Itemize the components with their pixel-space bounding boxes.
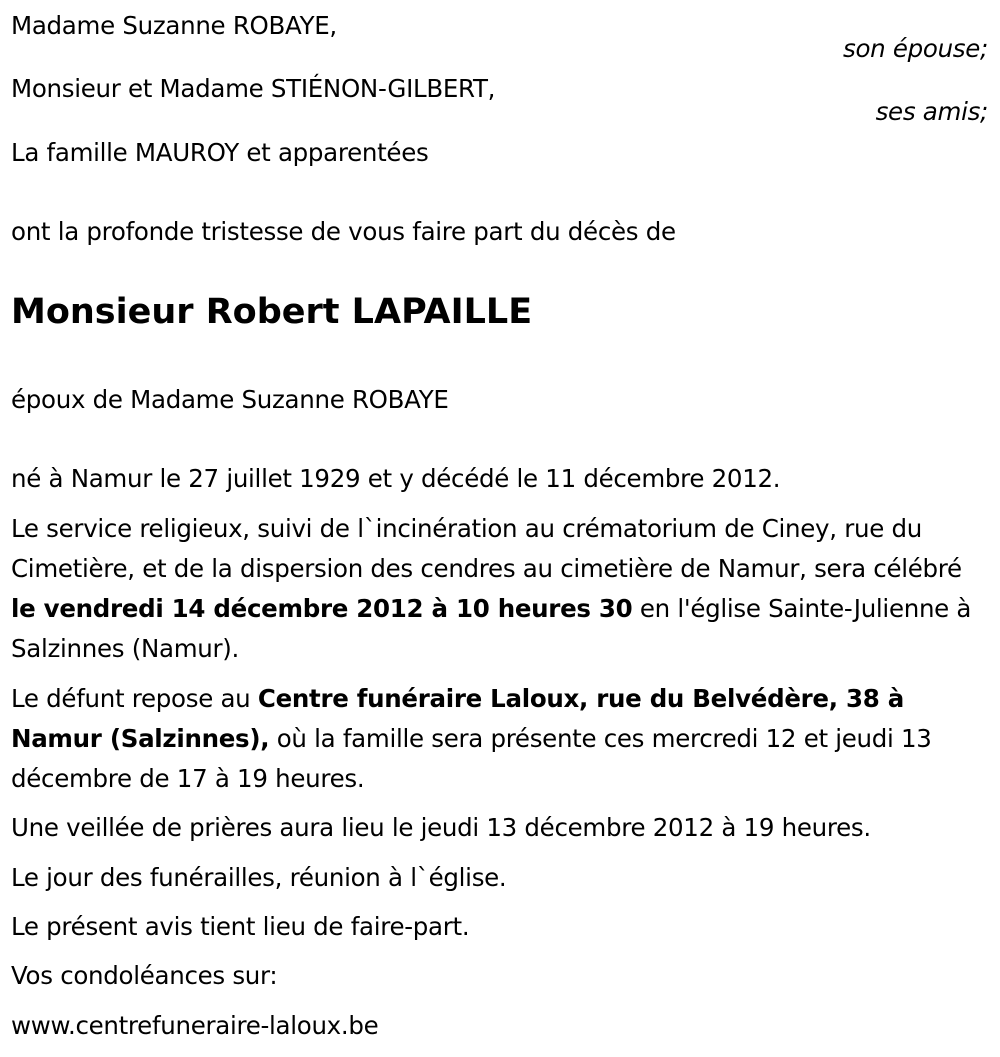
website-link[interactable]: www.centrefuneraire-laloux.be	[11, 1011, 379, 1040]
spouse-line: époux de Madame Suzanne ROBAYE	[11, 385, 449, 414]
service-paragraph	[11, 509, 986, 669]
family-member-spouse: Madame Suzanne ROBAYE,	[11, 11, 337, 40]
family-member-friends: Monsieur et Madame STIÉNON-GILBERT,	[11, 74, 496, 103]
condolences-label: Vos condoléances sur:	[11, 961, 278, 990]
announcement-text: ont la profonde tristesse de vous faire part du décès de	[11, 217, 676, 246]
repose-paragraph	[11, 679, 986, 799]
service-text-part2: en l'église Sainte-Julienne à Salzinnes (Namur).	[11, 594, 972, 663]
family-role-spouse: son épouse;	[842, 34, 988, 63]
birth-death-line: né à Namur le 27 juillet 1929 et y décédé le 11 décembre 2012.	[11, 464, 781, 493]
service-text-part1: Le service religieux, suivi de l`incinération au crématorium de Ciney, rue du Cimetière, et de la dispersion des cendres au cimetière de Namur, sera célébré	[11, 514, 962, 583]
repose-text-part2: où la famille sera présente ces mercredi 12 et jeudi 13 décembre de 17 à 19 heures.	[11, 724, 932, 793]
service-date: le vendredi 14 décembre 2012 à 10 heures 30	[11, 594, 633, 623]
family-role-friends: ses amis;	[875, 97, 988, 126]
meeting-line: Le jour des funérailles, réunion à l`église.	[11, 863, 507, 892]
repose-text-part1: Le défunt repose au	[11, 684, 258, 713]
repose-place: Centre funéraire Laloux, rue du Belvédère, 38 à Namur (Salzinnes),	[11, 684, 904, 753]
notice-line: Le présent avis tient lieu de faire-part.	[11, 912, 470, 941]
vigil-line: Une veillée de prières aura lieu le jeudi 13 décembre 2012 à 19 heures.	[11, 813, 871, 842]
family-member-relatives: La famille MAUROY et apparentées	[11, 138, 429, 167]
deceased-name: Monsieur Robert LAPAILLE	[11, 292, 533, 332]
